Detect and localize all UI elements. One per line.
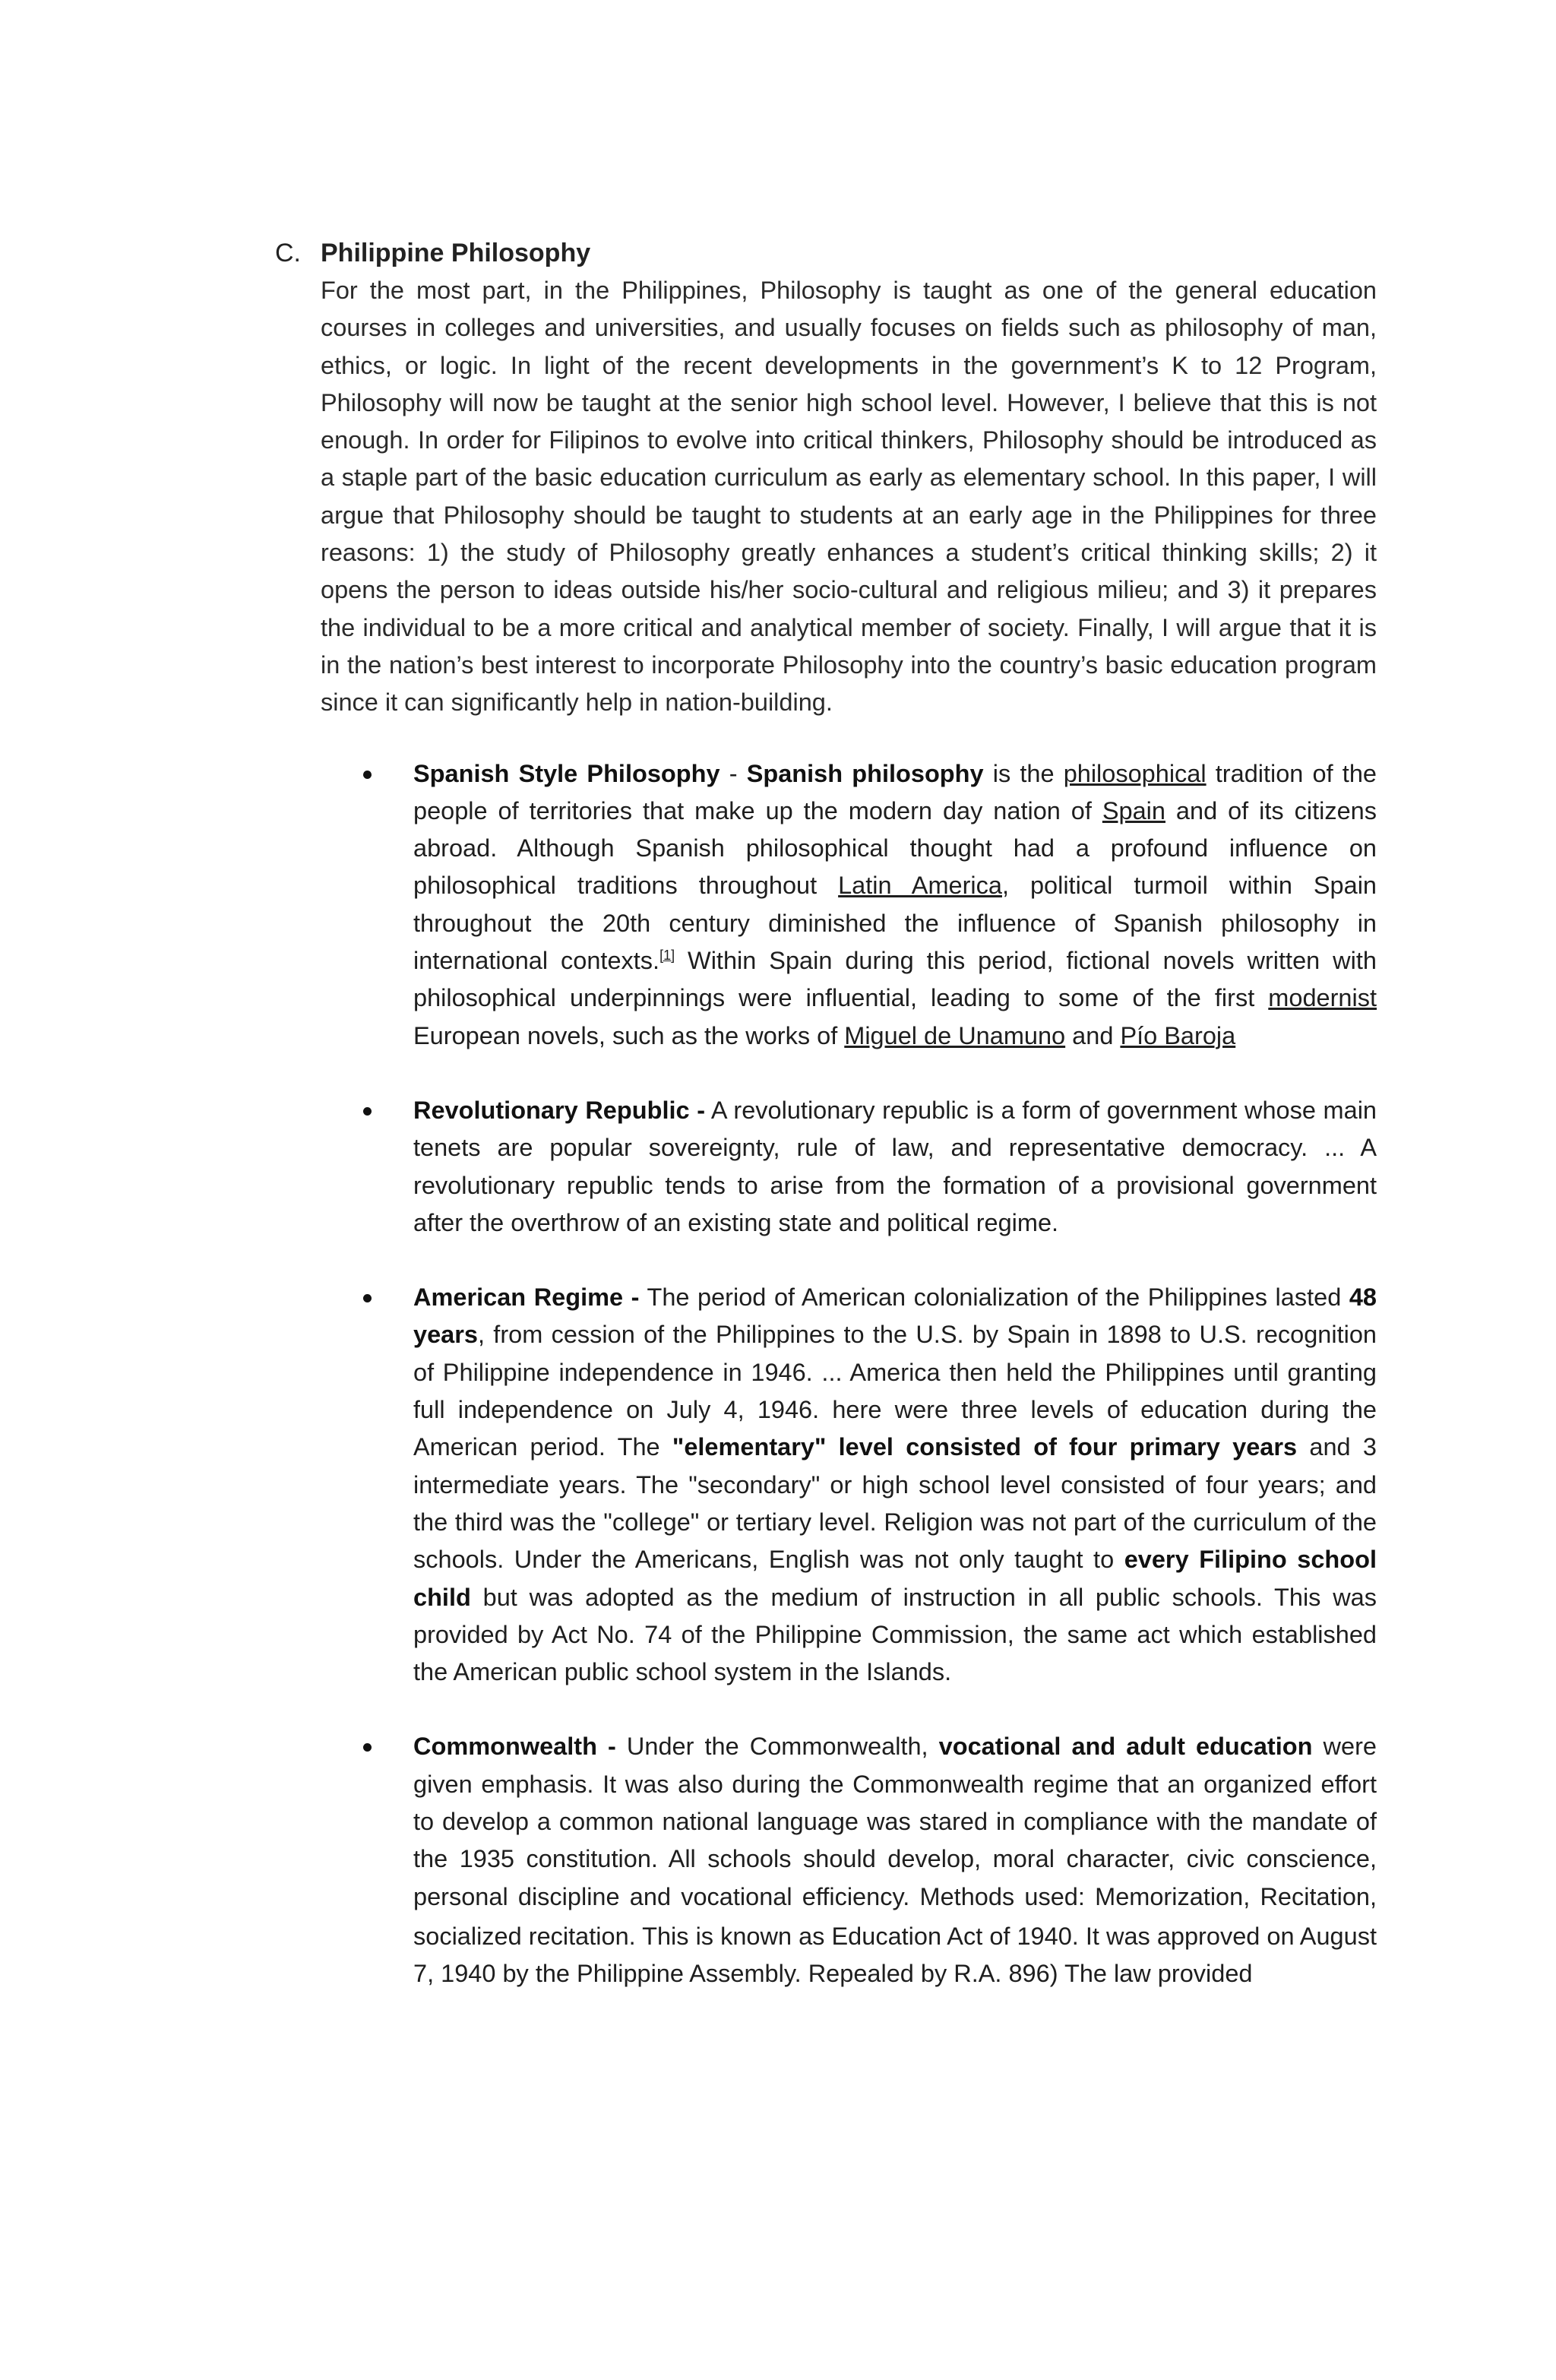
bullet-label: Commonwealth - [413, 1733, 616, 1761]
text-run: and 3 intermediate years. The "secondary" or high school level consisted of four years; and the third was the "college" or tertiary level. Religion was not part of the curriculum of the schools. Under the Americans, English was not only taught to [413, 1433, 1377, 1574]
text-run: European novels, such as the works of [413, 1021, 845, 1049]
section-title: Philippine Philosophy [321, 239, 591, 267]
section-letter: C. [275, 239, 301, 267]
link-miguel-de-unamuno[interactable]: Miguel de Unamuno [844, 1021, 1066, 1049]
text-run: were given emphasis. It was also during the Commonwealth regime that an organized effort to develop a common national language was stared in compliance with the mandate of the 1935 constitution. All schools should develop, moral character, civic conscience, personal discipline and vocational efficiency. [413, 1733, 1377, 1910]
text-run: but was adopted as the medium of instruction in all public schools. This was provided by Act No. 74 of the Philippine Commission, the same act which established the American public school system in the Islands. [413, 1583, 1377, 1686]
text-run: Under the Commonwealth, [615, 1733, 939, 1761]
text-run: The law provided [1064, 1960, 1253, 1988]
bold-term: vocational and adult education [938, 1733, 1313, 1761]
bullet-revolutionary-republic [275, 1092, 1377, 1242]
reference-link[interactable]: [1] [659, 948, 675, 964]
text-run: , political turmoil within Spain throughout the 20th century diminished the influence of Spanish philosophy in international contexts. [413, 872, 1377, 975]
bullet-label: Spanish Style Philosophy [413, 759, 720, 787]
text-run: and of its citizens abroad. Although Spanish philosophical thought had a profound influence on philosophical traditions throughout [413, 796, 1377, 900]
link-philosophical[interactable]: philosophical [1063, 759, 1207, 787]
bold-term: 48 years [413, 1283, 1377, 1349]
bullet-dot-icon [363, 1294, 372, 1302]
text-run: A revolutionary republic is a form of government whose main tenets are popular sovereignty, rule of law, and representative democracy. ... A revolutionary republic tends to arise from the formation of a provisional government after the overthrow of an existing state and political regime. [413, 1096, 1377, 1236]
link-latin-america[interactable]: Latin America [838, 872, 1002, 900]
text-run: Methods used: Memorization, Recitation, socialized recitation. This is known as Education Act of 1940. It was approved on August 7, 1940 by the Philippine Assembly. Repealed by R.A. 896) [413, 1882, 1377, 1988]
text-run: Within Spain during this period, fictional novels written with philosophical underpinnings were influential, leading to some of the first [413, 947, 1377, 1012]
text-run: , from cession of the Philippines to the U.S. by Spain in 1898 to U.S. recognition of Philippine independence in 1946. ... America then held the Philippines until granting full independence on July 4, 1946. here were three levels of education during the American period. The [413, 1321, 1377, 1461]
bullet-spanish-style-philosophy [275, 755, 1377, 1055]
intro-paragraph: For the most part, in the Philippines, Philosophy is taught as one of the general education courses in colleges and universities, and usually focuses on fields such as philosophy of man, ethics, or logic. In light of the recent developments in the government’s K to 12 Program, Philosophy will now be taught at the senior high school level. However, I believe that this is not enough. In order for Filipinos to evolve into critical thinkers, Philosophy should be introduced as a staple part of the basic education curriculum as early as elementary school. In this paper, I will argue that Philosophy should be taught to students at an early age in the Philippines for three reasons: 1) the study of Philosophy greatly enhances a student’s critical thinking skills; 2) it opens the person to ideas outside his/her socio-cultural and religious milieu; and 3) it prepares the individual to be a more critical and analytical member of society. Finally, I will argue that it is in the nation’s best interest to incorporate Philosophy into the country’s basic education program since it can significantly help in nation-building. [321, 277, 1377, 717]
bullet-dot-icon [363, 771, 372, 779]
bullet-label: American Regime - [413, 1283, 640, 1312]
text-run: - [719, 759, 747, 787]
bullet-american-regime [275, 1279, 1377, 1691]
link-modernist[interactable]: modernist [1268, 984, 1377, 1012]
bullet-dot-icon [363, 1743, 372, 1752]
bold-term: Spanish philosophy [746, 759, 984, 787]
bullet-list [275, 755, 1377, 1995]
text-run: tradition of the people of territories that make up the modern day nation of [413, 759, 1377, 824]
text-run: is the [983, 759, 1064, 787]
text-run: and [1065, 1021, 1121, 1049]
bullet-label: Revolutionary Republic - [413, 1096, 706, 1124]
link-pio-baroja[interactable]: Pío Baroja [1120, 1021, 1236, 1049]
bullet-commonwealth [275, 1728, 1377, 1995]
bold-term: every Filipino school child [413, 1546, 1377, 1611]
bullet-dot-icon [363, 1107, 372, 1116]
link-spain[interactable]: Spain [1102, 796, 1165, 824]
section-heading [275, 234, 1377, 272]
bold-term: "elementary" level consisted of four primary years [672, 1433, 1298, 1461]
text-run: The period of American colonialization of the Philippines lasted [639, 1283, 1349, 1312]
section-philippine-philosophy [275, 234, 1377, 2032]
